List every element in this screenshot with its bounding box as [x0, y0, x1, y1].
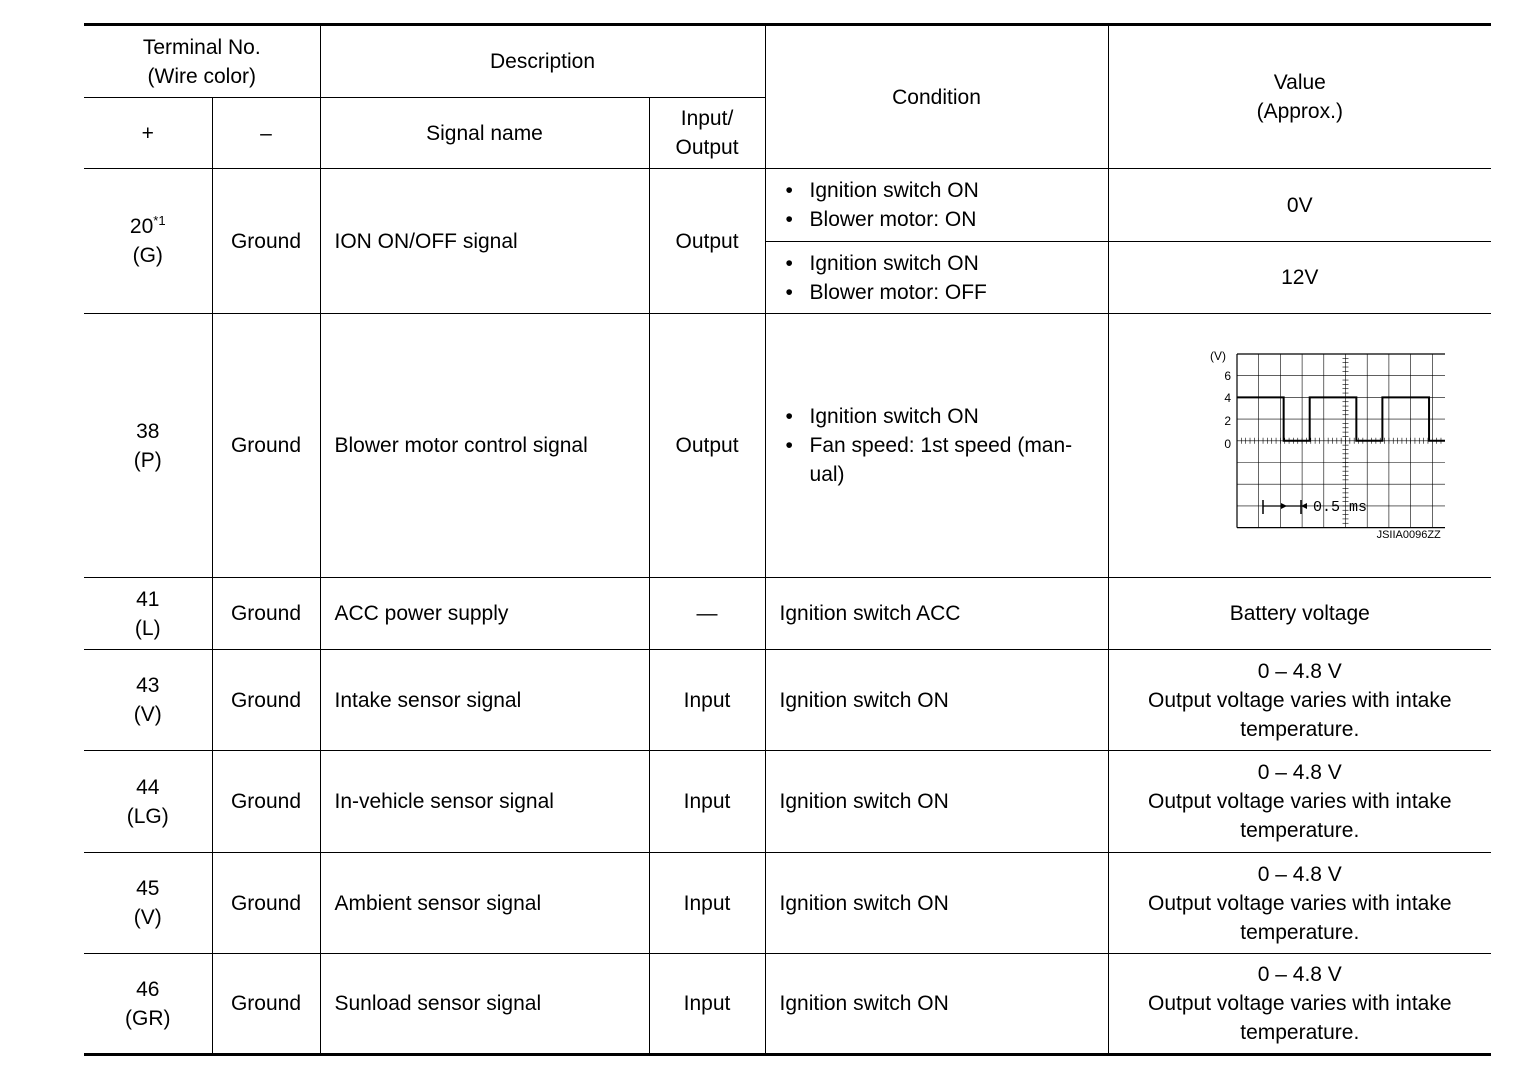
value-cell: 12V [1108, 242, 1491, 314]
signal-cell: In-vehicle sensor signal [320, 751, 649, 853]
table-row [84, 954, 1491, 1055]
terminal-cell: 38 (P) [84, 314, 212, 578]
header-value: Value (Approx.) [1108, 25, 1491, 169]
waveform-ticks [1237, 354, 1445, 523]
waveform-ytick-4: 4 [1224, 390, 1231, 405]
value-cell: 0V [1108, 169, 1491, 242]
signal-cell: Ambient sensor signal [320, 853, 649, 954]
terminal-cell: 20$^{*1}$ (G) [84, 169, 212, 314]
header-terminal: Terminal No. (Wire color) [84, 25, 320, 98]
table-row [84, 169, 1491, 242]
ground-cell: Ground [212, 578, 320, 650]
table-row [84, 314, 1491, 578]
io-cell: Input [649, 853, 765, 954]
ground-cell: Ground [212, 169, 320, 314]
condition-cell: • Ignition switch ON • Fan speed: 1st speed (man-ual) [765, 314, 1108, 578]
condition-cell: Ignition switch ACC [765, 578, 1108, 650]
value-cell: 0 – 4.8 V Output voltage varies with intake temperature. [1108, 954, 1491, 1055]
ground-cell: Ground [212, 314, 320, 578]
oscilloscope-waveform [1155, 336, 1445, 556]
signal-cell: ION ON/OFF signal [320, 169, 649, 314]
header-signal-name: Signal name [320, 98, 649, 169]
terminal-cell: 45 (V) [84, 853, 212, 954]
signal-cell: Sunload sensor signal [320, 954, 649, 1055]
waveform-ytick-6: 6 [1224, 368, 1231, 383]
terminal-cell: 44 (LG) [84, 751, 212, 853]
waveform-unit-label: (V) [1209, 348, 1226, 363]
waveform-ytick-0: 0 [1224, 436, 1231, 451]
table-row [84, 650, 1491, 751]
ground-cell: Ground [212, 650, 320, 751]
ground-cell: Ground [212, 853, 320, 954]
condition-cell: Ignition switch ON [765, 954, 1108, 1055]
figure-id: JSIIA0096ZZ [1376, 528, 1441, 541]
header-io: Input/ Output [649, 98, 765, 169]
io-cell: Output [649, 169, 765, 314]
ground-cell: Ground [212, 954, 320, 1055]
io-cell: Input [649, 751, 765, 853]
value-cell: 0 – 4.8 V Output voltage varies with intake temperature. [1108, 853, 1491, 954]
signal-cell: ACC power supply [320, 578, 649, 650]
condition-cell: • Ignition switch ON • Blower motor: OFF [765, 242, 1108, 314]
io-cell: Output [649, 314, 765, 578]
waveform-time-label: 0.5 ms [1312, 498, 1367, 516]
io-cell: — [649, 578, 765, 650]
header-description: Description [320, 25, 765, 98]
condition-cell: Ignition switch ON [765, 751, 1108, 853]
value-cell: Battery voltage [1108, 578, 1491, 650]
io-cell: Input [649, 650, 765, 751]
condition-cell: Ignition switch ON [765, 853, 1108, 954]
header-condition: Condition [765, 25, 1108, 169]
condition-cell: Ignition switch ON [765, 650, 1108, 751]
table-row [84, 751, 1491, 853]
header-plus: + [84, 98, 212, 169]
table-row [84, 578, 1491, 650]
io-cell: Input [649, 954, 765, 1055]
signal-cell: Intake sensor signal [320, 650, 649, 751]
table-row [84, 853, 1491, 954]
ground-cell: Ground [212, 751, 320, 853]
waveform-ytick-2: 2 [1224, 413, 1231, 428]
terminal-cell: 41 (L) [84, 578, 212, 650]
terminal-spec-table [84, 23, 1491, 1056]
waveform-cell [1108, 314, 1491, 578]
time-scale-marker [1263, 500, 1307, 514]
value-cell: 0 – 4.8 V Output voltage varies with intake temperature. [1108, 751, 1491, 853]
signal-cell: Blower motor control signal [320, 314, 649, 578]
terminal-cell: 46 (GR) [84, 954, 212, 1055]
header-minus: – [212, 98, 320, 169]
condition-cell: • Ignition switch ON • Blower motor: ON [765, 169, 1108, 242]
value-cell: 0 – 4.8 V Output voltage varies with intake temperature. [1108, 650, 1491, 751]
terminal-cell: 43 (V) [84, 650, 212, 751]
